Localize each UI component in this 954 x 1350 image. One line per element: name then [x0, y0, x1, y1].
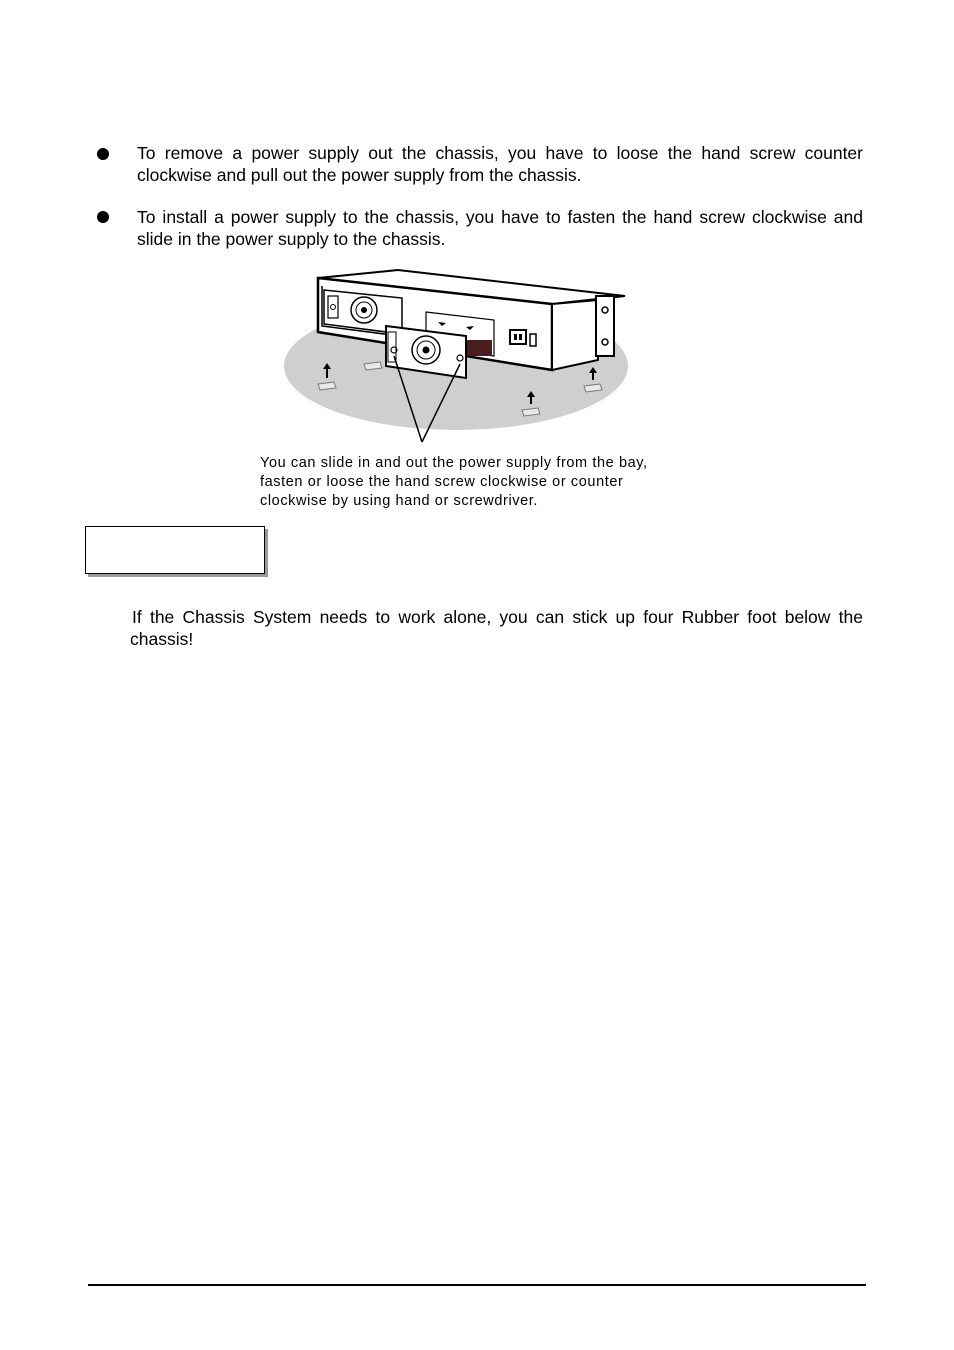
caption-line: You can slide in and out the power supply from the bay, [260, 455, 648, 471]
chassis-power-supply-illustration [280, 266, 632, 446]
bullet-remove-power-supply: To remove a power supply out the chassis, you have to loose the hand screw counter clockwise and pull out the power supply from the chassis. [137, 143, 863, 185]
footer-rule [88, 1284, 866, 1286]
figure-caption [260, 454, 730, 511]
rack-ear [596, 296, 614, 356]
bullet-marker [97, 211, 109, 223]
caption-line: clockwise by using hand or screwdriver. [260, 493, 539, 509]
bullet-install-power-supply: To install a power supply to the chassis, you have to fasten the hand screw clockwise and slide in the power supply to the chassis. [137, 207, 863, 249]
section-heading-box [85, 526, 265, 574]
rubber-foot-icon [364, 362, 382, 370]
bullet-marker [97, 148, 109, 160]
rubber-foot-paragraph: If the Chassis System needs to work alone, you can stick up four Rubber foot below the chassis! [130, 607, 863, 649]
chassis-side [552, 300, 598, 370]
caption-line: fasten or loose the hand screw clockwise or counter [260, 474, 624, 490]
ac-socket-icon [510, 330, 526, 344]
